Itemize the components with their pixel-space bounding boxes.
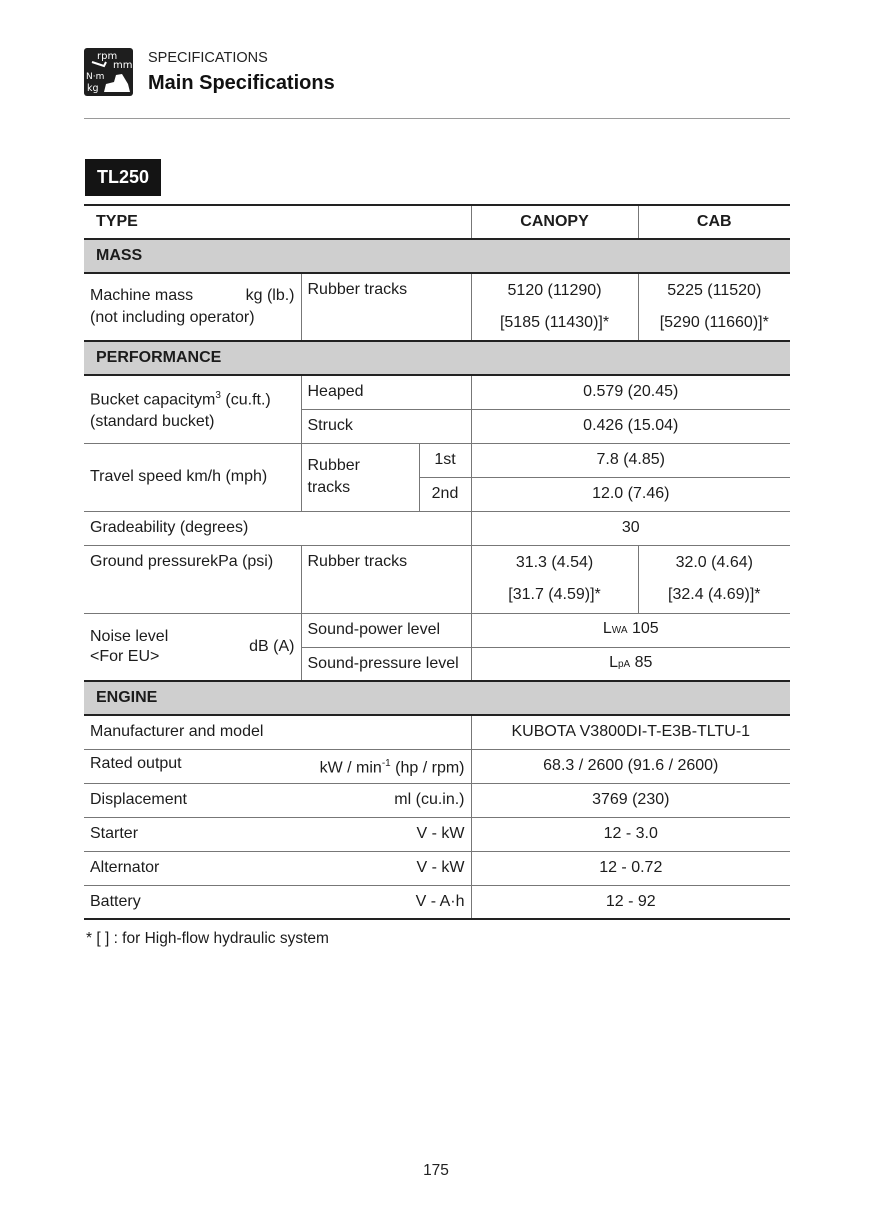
mass-cab: 5225 (11520) — [667, 282, 762, 299]
alternator-unit: V - kW — [416, 859, 465, 876]
specifications-icon — [84, 48, 133, 96]
rated-output-unit — [320, 753, 465, 779]
icon-label-rpm: rpm — [97, 51, 118, 62]
sound-pressure-label: Sound-pressure level — [301, 647, 471, 681]
bucket-capacity-label — [84, 375, 301, 443]
rated-unit-a: kW / min — [319, 759, 382, 777]
sound-pressure-value — [471, 647, 790, 681]
bucket-label-text: Bucket capacitym — [90, 391, 216, 409]
alternator-title: Alternator — [90, 859, 160, 876]
header-divider — [84, 118, 790, 119]
mass-section-row — [84, 239, 790, 273]
displacement-title: Displacement — [90, 791, 187, 808]
bucket-label-note: (standard bucket) — [90, 413, 215, 431]
sound-power-number: 105 — [631, 620, 659, 637]
bucket-label-sup: 3 — [215, 390, 221, 402]
rated-output-value: 68.3 / 2600 (91.6 / 2600) — [471, 749, 790, 783]
sound-power-sub: WA — [611, 625, 628, 636]
rated-unit-sup: -1 — [381, 757, 391, 769]
battery-value: 12 - 92 — [471, 885, 790, 919]
table-row — [84, 783, 790, 817]
battery-unit: V - A·h — [415, 892, 465, 910]
gradeability-label: Gradeability (degrees) — [84, 511, 471, 545]
travel-first-label: 1st — [419, 443, 471, 477]
mass-cab-value — [638, 273, 790, 341]
travel-first-value: 7.8 (4.85) — [471, 443, 790, 477]
gradeability-value: 30 — [471, 511, 790, 545]
heaped-value: 0.579 (20.45) — [471, 375, 790, 409]
ground-cab: 32.0 (4.64) — [675, 554, 753, 571]
travel-second-label: 2nd — [419, 477, 471, 511]
sound-pressure-sub: pA — [617, 658, 631, 670]
travel-second-value: 12.0 (7.46) — [471, 477, 790, 511]
ground-canopy-value — [471, 545, 638, 613]
mass-canopy: 5120 (11290) — [507, 282, 602, 299]
icon-label-nm: N·m — [86, 72, 105, 82]
manufacturer-value: KUBOTA V3800DI-T-E3B-TLTU-1 — [471, 715, 790, 749]
noise-level-label — [84, 613, 301, 681]
machine-mass-note: (not including operator) — [90, 309, 255, 326]
sound-power-value — [471, 613, 790, 647]
mass-section-title: MASS — [84, 239, 790, 273]
table-row — [84, 715, 790, 749]
gauge-icon — [84, 48, 133, 96]
battery-label — [84, 885, 471, 919]
section-label: SPECIFICATIONS — [148, 50, 268, 66]
starter-unit: V - kW — [416, 825, 465, 842]
table-row — [84, 511, 790, 545]
noise-label-line2: <For EU> — [90, 647, 160, 665]
page-number: 175 — [423, 1162, 449, 1179]
rated-output-label — [84, 749, 471, 783]
performance-section-row — [84, 341, 790, 375]
sound-pressure-number: 85 — [634, 653, 653, 671]
starter-value: 12 - 3.0 — [471, 817, 790, 851]
starter-label — [84, 817, 471, 851]
mass-canopy-value — [471, 273, 638, 341]
displacement-label — [84, 783, 471, 817]
bucket-label-unit: (cu.ft.) — [220, 391, 271, 409]
table-row — [84, 443, 790, 477]
mass-cab-hf: [5290 (11660)]* — [659, 314, 769, 331]
travel-sub-label — [301, 443, 419, 511]
table-header-row — [84, 205, 790, 239]
starter-title: Starter — [90, 825, 139, 842]
spec-table — [84, 204, 790, 920]
noise-label-line1: Noise level — [90, 627, 169, 645]
mass-sub-label: Rubber tracks — [301, 273, 471, 341]
cab-header: CAB — [638, 205, 790, 239]
icon-label-mm: mm — [113, 60, 133, 71]
travel-sub-line2: tracks — [307, 479, 351, 496]
ground-canopy-hf: [31.7 (4.59)]* — [508, 586, 601, 603]
sound-pressure-prefix: L — [609, 653, 618, 671]
travel-sub-line1: Rubber — [307, 457, 360, 474]
machine-mass-unit: kg (lb.) — [245, 287, 295, 304]
table-row — [84, 613, 790, 647]
table-row — [84, 375, 790, 409]
displacement-value: 3769 (230) — [471, 783, 790, 817]
table-row — [84, 545, 790, 613]
ground-sub-label: Rubber tracks — [301, 545, 471, 613]
ground-cab-value — [638, 545, 790, 613]
sound-power-label: Sound-power level — [301, 613, 471, 647]
noise-unit: dB (A) — [249, 637, 295, 655]
battery-title: Battery — [90, 892, 141, 910]
ground-cab-hf: [32.4 (4.69)]* — [668, 586, 761, 603]
table-row — [84, 749, 790, 783]
rated-output-title: Rated output — [90, 754, 182, 772]
displacement-unit: ml (cu.in.) — [394, 791, 465, 808]
engine-section-title: ENGINE — [84, 681, 790, 715]
rated-unit-b: (hp / rpm) — [390, 759, 465, 777]
heaped-label: Heaped — [301, 375, 471, 409]
table-row — [84, 885, 790, 919]
engine-section-row — [84, 681, 790, 715]
model-tag: TL250 — [85, 159, 161, 196]
icon-label-kg: kg — [87, 83, 99, 94]
manufacturer-label: Manufacturer and model — [84, 715, 471, 749]
ground-pressure-label: Ground pressurekPa (psi) — [84, 545, 301, 613]
type-header: TYPE — [84, 205, 471, 239]
struck-label: Struck — [301, 409, 471, 443]
footnote: * [ ] : for High-flow hydraulic system — [86, 930, 329, 947]
table-row — [84, 851, 790, 885]
alternator-label — [84, 851, 471, 885]
mass-canopy-hf: [5185 (11430)]* — [499, 314, 610, 331]
canopy-header: CANOPY — [471, 205, 638, 239]
table-row — [84, 817, 790, 851]
machine-mass-title: Machine mass — [90, 287, 194, 304]
performance-section-title: PERFORMANCE — [84, 341, 790, 375]
table-row — [84, 273, 790, 341]
ground-canopy: 31.3 (4.54) — [515, 554, 594, 571]
travel-speed-label: Travel speed km/h (mph) — [84, 443, 301, 511]
page-title: Main Specifications — [148, 72, 335, 94]
machine-mass-label — [84, 273, 301, 341]
struck-value: 0.426 (15.04) — [471, 409, 790, 443]
sound-power-prefix: L — [602, 620, 612, 637]
alternator-value: 12 - 0.72 — [471, 851, 790, 885]
